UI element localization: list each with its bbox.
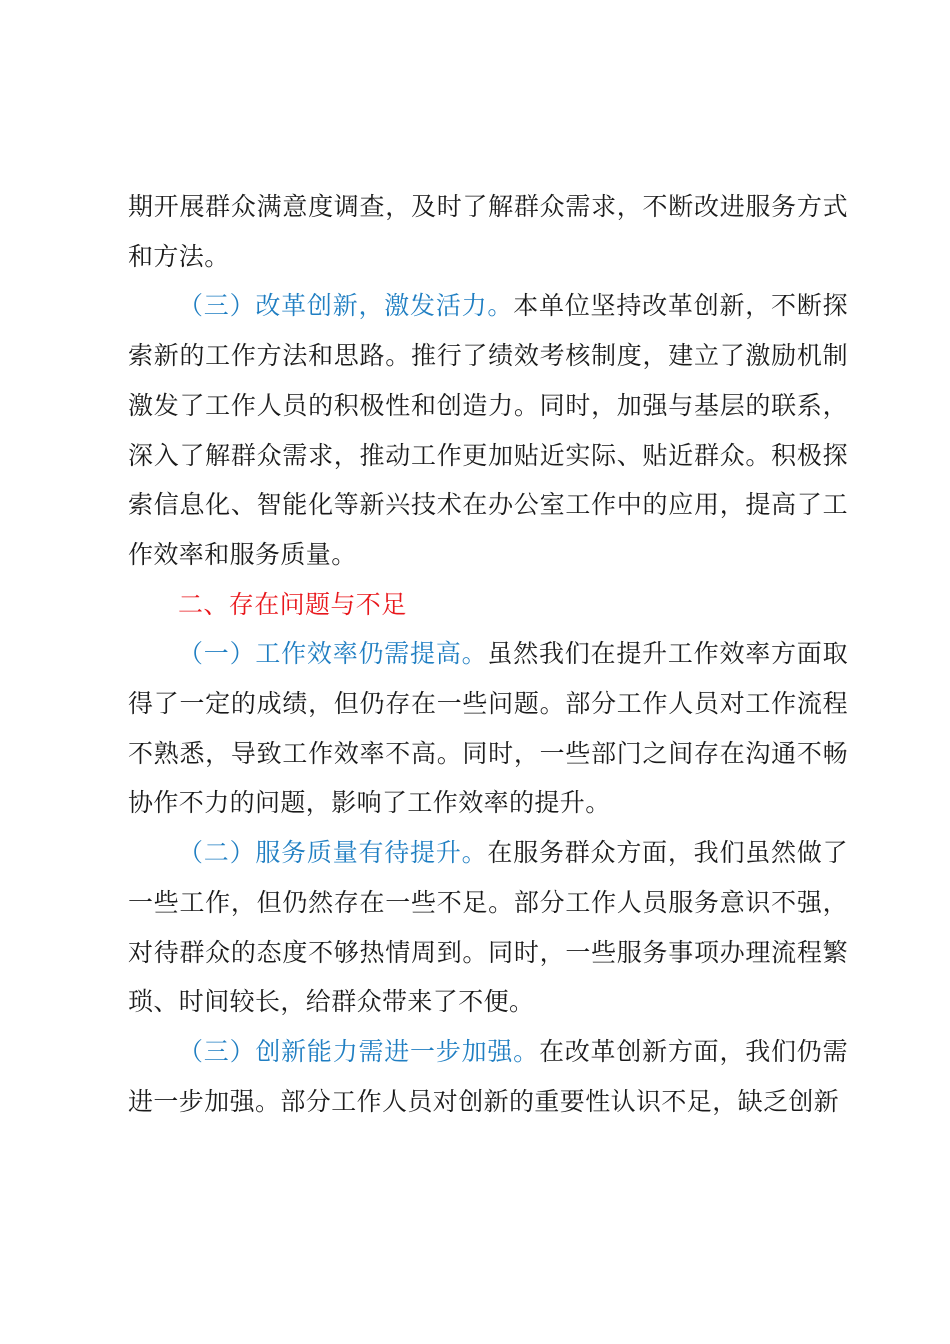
- document-page: [128, 182, 848, 1126]
- subheading-service-quality: （二）服务质量有待提升。: [178, 838, 488, 868]
- paragraph-text: 期开展群众满意度调查，及时了解群众需求，不断改进服务方式和方法。: [128, 192, 848, 271]
- paragraph-text: 虽然我们在提升工作效率方面取得了一定的成绩，但仍存在一些问题。部分工作人员对工作流程不熟悉，导致工作效率不高。同时，一些部门之间存在沟通不畅协作不力的问题，影响了工作效率的提升。: [128, 639, 848, 818]
- paragraph-text: 本单位坚持改革创新，不断探索新的工作方法和思路。推行了绩效考核制度，建立了激励机制激发了工作人员的积极性和创造力。同时，加强与基层的联系，深入了解群众需求，推动工作更加贴近实际、贴近群众。积极探索信息化、智能化等新兴技术在办公室工作中的应用，提高了工作效率和服务质量。: [128, 291, 849, 569]
- subheading-innovation-ability: （三）创新能力需进一步加强。: [178, 1036, 539, 1066]
- reform-innovation-paragraph: [128, 281, 848, 579]
- subheading-efficiency: （一）工作效率仍需提高。: [178, 639, 488, 669]
- subheading-reform-innovation: （三）改革创新，激发活力。: [178, 291, 514, 321]
- section-title-problems: 二、存在问题与不足: [178, 589, 407, 619]
- paragraph-text: 在改革创新方面，我们仍需进一步加强。部分工作人员对创新的重要性认识不足，缺乏创新: [128, 1036, 848, 1116]
- continuation-paragraph: [128, 182, 848, 281]
- efficiency-paragraph: [128, 629, 848, 828]
- innovation-ability-paragraph: [128, 1027, 848, 1126]
- service-quality-paragraph: [128, 828, 848, 1027]
- paragraph-text: 在服务群众方面，我们虽然做了一些工作，但仍然存在一些不足。部分工作人员服务意识不强，对待群众的态度不够热情周到。同时，一些服务事项办理流程繁琐、时间较长，给群众带来了不便。: [128, 838, 848, 1017]
